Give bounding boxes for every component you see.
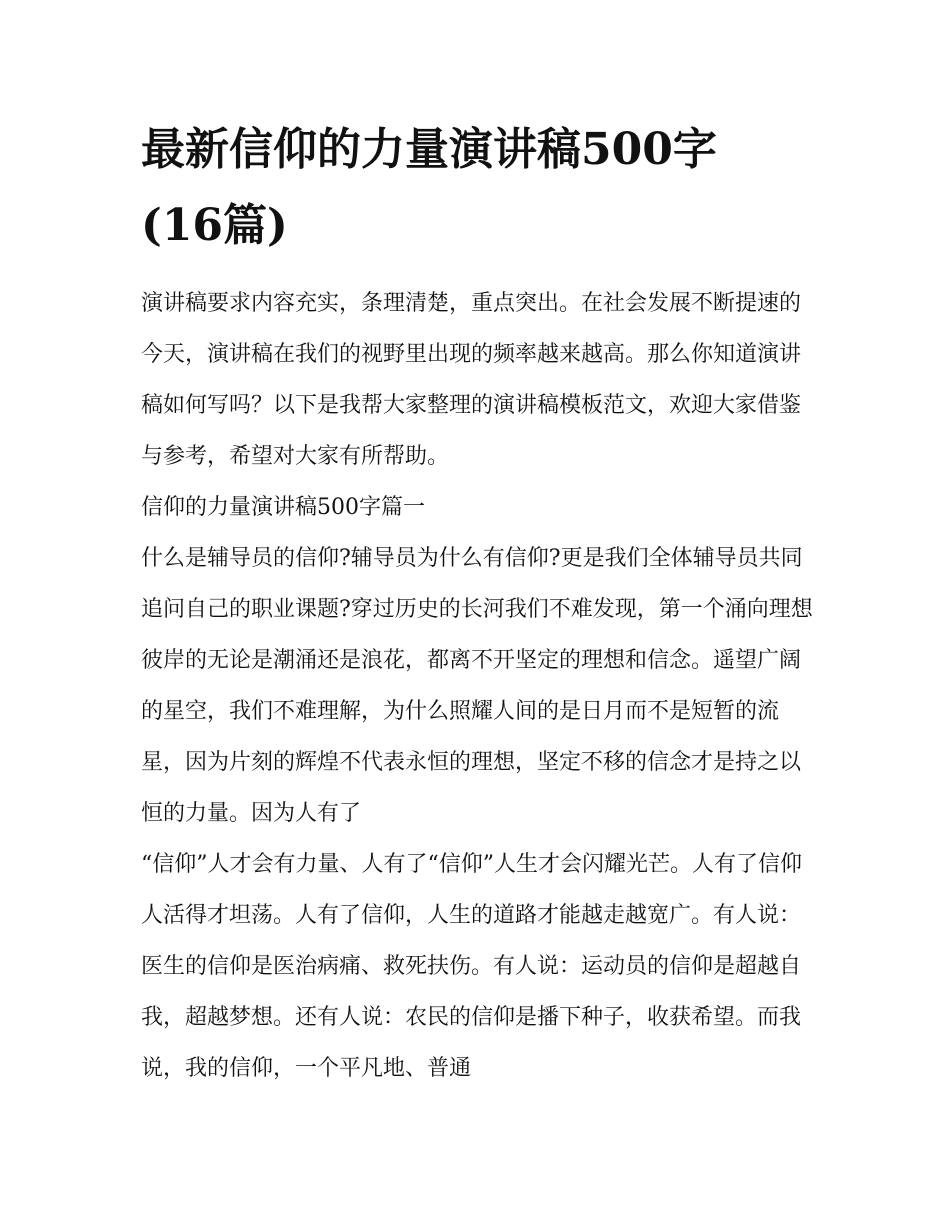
body-paragraph-1: 什么是辅导员的信仰?辅导员为什么有信仰?更是我们全体辅导员共同追问自己的职业课题?穿过历史的长河我们不难发现，第一个涌向理想彼岸的无论是潮涌还是浪花，都离不开坚定的理想和信念。遥望广阔的星空，我们不难理解，为什么照耀人间的是日月而不是短暂的流星，因为片刻的辉煌不代表永恒的理想，坚定不移的信念才是持之以恒的力量。因为人有了 [141, 546, 813, 826]
title-line-2: (16篇) [141, 200, 288, 251]
title-line-1: 最新信仰的力量演讲稿500字 [141, 124, 717, 175]
document-title [141, 112, 813, 264]
body-paragraph-2: “信仰”人才会有力量、人有了“信仰”人生才会闪耀光芒。人有了信仰人活得才坦荡。人有了信仰，人生的道路才能越走越宽广。有人说：医生的信仰是医治病痛、救死扶伤。有人说：运动员的信仰是超越自我，超越梦想。还有人说：农民的信仰是播下种子，收获希望。而我说，我的信仰，一个平凡地、普通 [141, 852, 802, 1081]
section-heading: 信仰的力量演讲稿500字篇一 [141, 495, 425, 520]
intro-paragraph: 演讲稿要求内容充实，条理清楚，重点突出。在社会发展不断提速的今天，演讲稿在我们的视野里出现的频率越来越高。那么你知道演讲稿如何写吗？以下是我帮大家整理的演讲稿模板范文，欢迎大家借鉴与参考，希望对大家有所帮助。 [141, 291, 802, 469]
document-content [141, 112, 813, 1094]
